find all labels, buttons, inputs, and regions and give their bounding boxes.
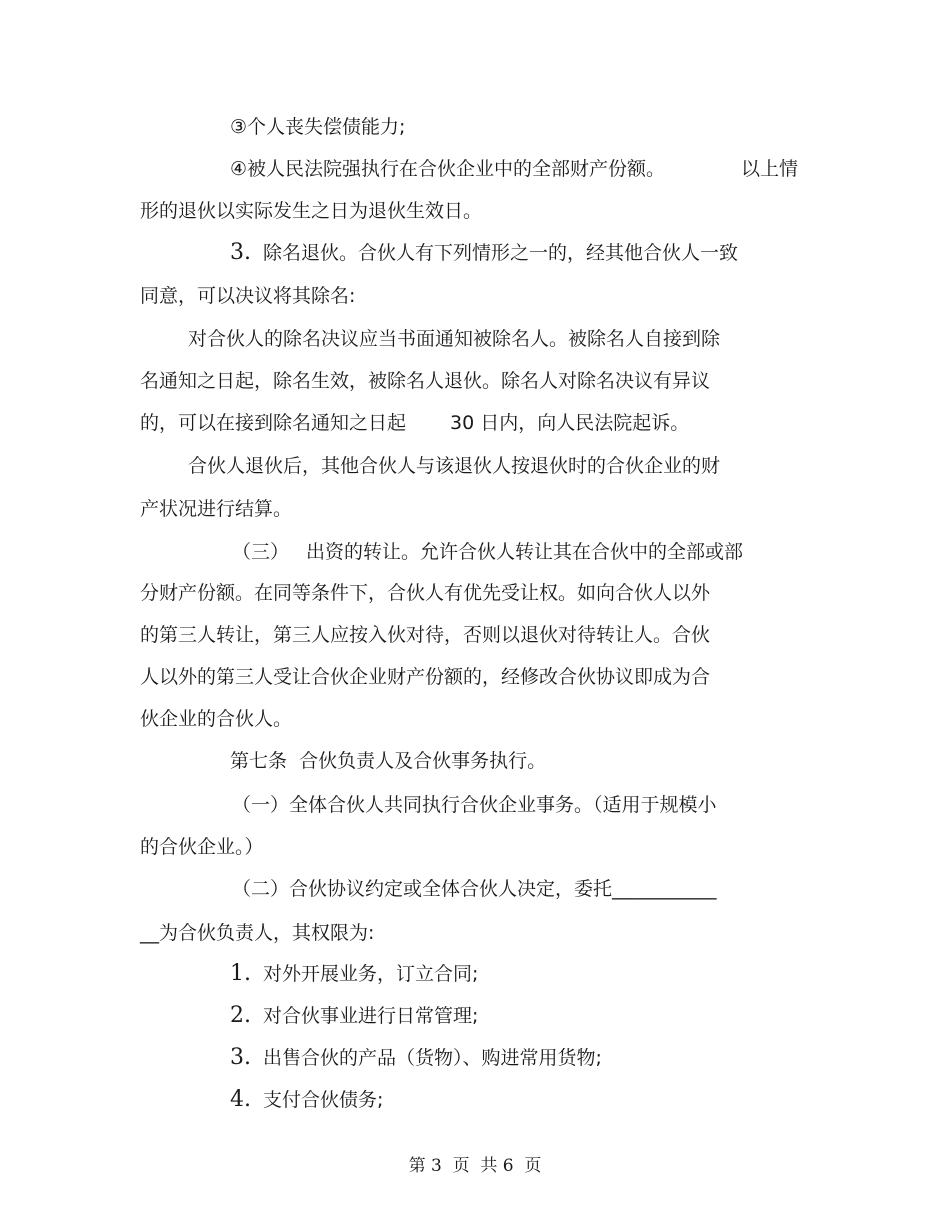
text-line: ④被人民法院强执行在合伙企业中的全部财产份额。 (230, 158, 666, 180)
list-number: 1. (230, 961, 251, 986)
list-item: 对合伙事业进行日常管理; (263, 1005, 479, 1027)
text-line: ③个人丧失偿债能力; (230, 116, 406, 138)
page-footer: 第 3 页 共 6 页 (408, 1156, 542, 1176)
text-line: 同意，可以决议将其除名: (140, 285, 356, 307)
article-heading: 第七条 合伙负责人及合伙事务执行。 (230, 750, 547, 772)
list-number: 3. (230, 1045, 251, 1070)
text-line: 名通知之日起，除名生效，被除名人退伙。除名人对除名决议有异议 (140, 370, 711, 392)
text-line: 除名退伙。合伙人有下列情形之一的，经其他合伙人一致 (263, 242, 739, 264)
text-line: 伙企业的合伙人。 (140, 708, 293, 730)
text-line: 以上情 (741, 158, 799, 180)
text-line: 分财产份额。在同等条件下，合伙人有优先受让权。如向合伙人以外 (140, 582, 711, 604)
text-line: 合伙人退伙后，其他合伙人与该退伙人按退伙时的合伙企业的财 (188, 455, 721, 477)
text-line: 产状况进行结算。 (140, 498, 293, 520)
list-number: 4. (230, 1087, 251, 1112)
text-line: （二）合伙协议约定或全体合伙人决定，委托___________ (232, 878, 717, 900)
text-line: 的合伙企业。） (140, 836, 264, 858)
text-line: 形的退伙以实际发生之日为退伙生效日。 (140, 200, 483, 222)
list-item: 对外开展业务，订立合同; (263, 963, 479, 985)
text-line: 的第三人转让，第三人应按入伙对待，否则以退伙对待转让人。合伙 (140, 624, 711, 646)
text-line: 出资的转让。允许合伙人转让其在合伙中的全部或部 (306, 541, 744, 563)
list-number: 2. (230, 1003, 251, 1028)
list-item: 出售合伙的产品（货物）、购进常用货物; (263, 1047, 602, 1069)
text-line: 30 日内，向人民法院起诉。 (450, 412, 690, 434)
text-line: __为合伙负责人，其权限为: (140, 922, 375, 944)
text-line: （一）全体合伙人共同执行合伙企业事务。（适用于规模小 (232, 794, 717, 816)
text-line: 对合伙人的除名决议应当书面通知被除名人。被除名人自接到除 (188, 328, 721, 350)
text-line: 的，可以在接到除名通知之日起 (140, 412, 407, 434)
text-line: 人以外的第三人受让合伙企业财产份额的，经修改合伙协议即成为合 (140, 666, 711, 688)
list-item: 支付合伙债务; (263, 1089, 384, 1111)
list-number: 3. (230, 240, 251, 265)
text-line: （三） (232, 541, 290, 563)
